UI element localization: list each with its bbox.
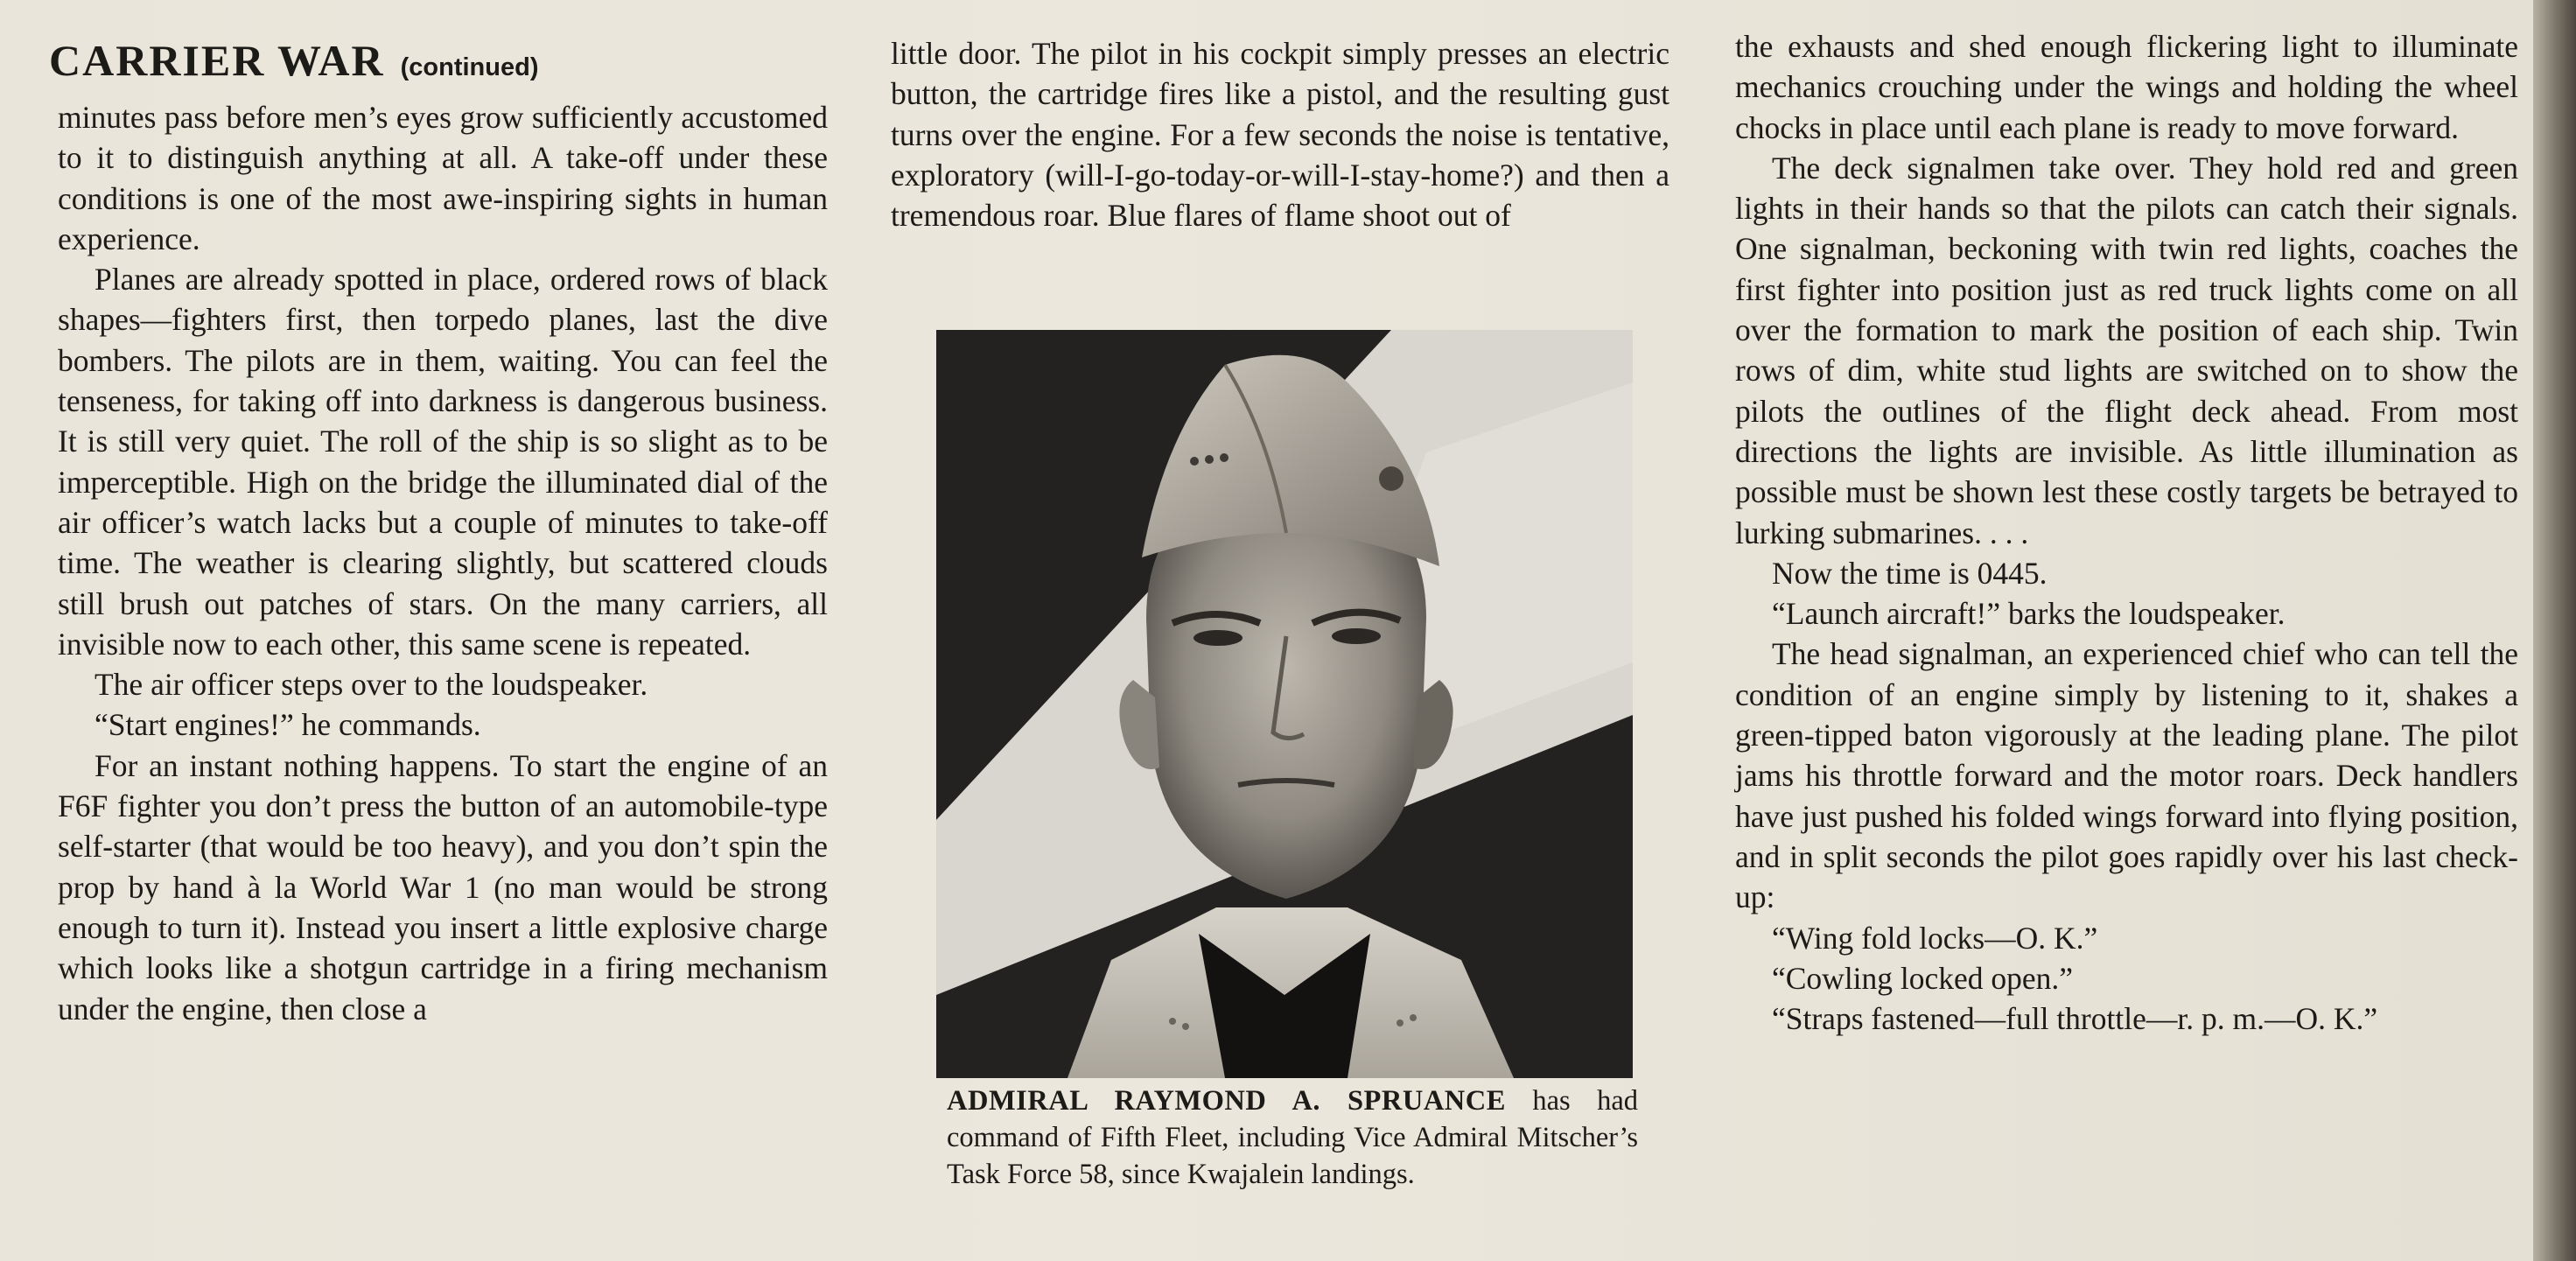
binding-edge	[2533, 0, 2576, 1261]
paragraph: Now the time is 0445.	[1772, 555, 2048, 591]
paragraph: Planes are already spotted in place, ordered rows of black shapes—fighters first, then torpedo planes, last the dive bombers. The pilots are in them, waiting. You can feel the tenseness, for taking off into darkness is dangerous business. It is still very quiet. The roll of the ship is so slight as to be imperceptible. High on the bridge the illuminated dial of the air officer’s watch lacks but a couple of minutes to take-off time. The weather is clearing slightly, but scattered clouds still brush out patches of stars. On the many carriers, all invisible now to each other, this same scene is repeated.	[58, 262, 828, 662]
paragraph: “Wing fold locks—O. K.”	[1772, 920, 2098, 956]
paragraph: “Cowling locked open.”	[1772, 960, 2074, 996]
article-header	[49, 35, 538, 86]
paragraph: The air officer steps over to the loudspeaker.	[94, 667, 648, 703]
paragraph: the exhausts and shed enough flickering light to illuminate mechanics crouching under the wings and holding the wheel chocks in place until each plane is ready to move forward.	[1735, 29, 2518, 145]
article-title: CARRIER WAR	[49, 36, 385, 85]
continued-label: (continued)	[400, 53, 539, 81]
text-column-2	[891, 33, 1670, 235]
photo-caption	[947, 1082, 1638, 1193]
paragraph: little door. The pilot in his cockpit simply presses an electric button, the cartridge fires like a pistol, and the resulting gust turns over the engine. For a few seconds the noise is tentative, exploratory (will-I-go-today-or-will-I-stay-home?) and then a tremendous roar. Blue flares of flame shoot out of	[891, 36, 1670, 234]
paragraph: “Start engines!” he commands.	[94, 707, 481, 743]
caption-text: has had command of Fifth Fleet, including Vice Admiral Mitscher’s Task Force 58, since Kwajalein landings.	[947, 1085, 1639, 1190]
paragraph: “Straps fastened—full throttle—r. p. m.—O. K.”	[1772, 1001, 2378, 1037]
paragraph: For an instant nothing happens. To start the engine of an F6F fighter you don’t press the button of an automobile-type self-starter (that would be too heavy), and you don’t spin the prop by hand à la World War 1 (no man would be strong enough to turn it). Instead you insert a little explosive charge which looks like a shotgun cartridge in a firing mechanism under the engine, then close a	[58, 747, 828, 1026]
paragraph: “Launch aircraft!” barks the loudspeaker.	[1772, 596, 2286, 632]
text-column-3	[1735, 26, 2518, 1039]
paragraph: The deck signalmen take over. They hold red and green lights in their hands so that the pilots can catch their signals. One signalman, beckoning with twin red lights, coaches the first fighter into position just as red truck lights come on all over the formation to mark the position of each ship. Twin rows of dim, white stud lights are switched on to show the pilots the outlines of the flight deck ahead. From most directions the lights are invisible. As little illumination as possible must be shown lest these costly targets be betrayed to lurking submarines. . . .	[1735, 150, 2518, 550]
paragraph: The head signalman, an experienced chief who can tell the condition of an engine simply by listening to it, shakes a green-tipped baton vigorously at the leading plane. The pilot jams his throttle forward and the motor roars. Deck handlers have just pushed his folded wings forward into flying position, and in split seconds the pilot goes rapidly over his last check-up:	[1735, 636, 2518, 915]
paragraph: minutes pass before men’s eyes grow sufficiently accustomed to it to distinguish anything at all. A take-off under these conditions is one of the most awe-inspiring sights in human experience.	[58, 100, 828, 256]
text-column-1	[58, 97, 828, 1029]
portrait-illustration	[936, 330, 1633, 1078]
admiral-portrait-photo	[936, 330, 1633, 1078]
caption-name: ADMIRAL RAYMOND A. SPRUANCE	[947, 1085, 1506, 1117]
